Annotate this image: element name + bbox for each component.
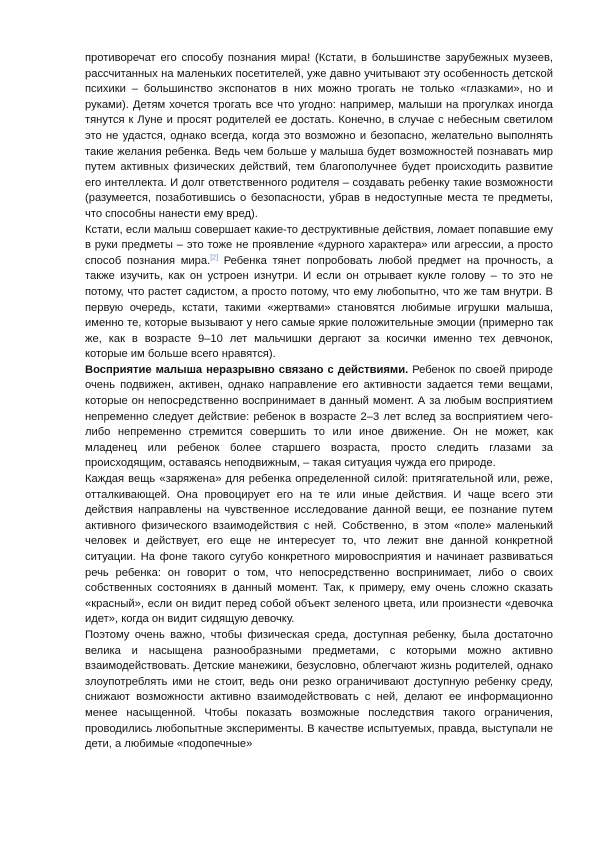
paragraph-3	[85, 363, 553, 472]
paragraph-2-text-b: Ребенка тянет попробовать любой предмет на прочность, а также изучить, как он устроен изнутри. И если он отрывает кукле голову – то это не потому, что растет садистом, а просто потому, что ему любопытно, что же там внутри. В первую очередь, кстати, такими «жертвами» становятся любимые игрушки малыша, именно те, которые вызывают у него самые яркие положительные эмоции (примерно так же, как в возрасте 9–10 лет мальчишки дергают за косички именно тех девчонок, которые им больше всего нравятся).	[85, 254, 553, 361]
footnote-link[interactable]: [2]	[210, 253, 219, 261]
document-page	[85, 51, 553, 753]
paragraph-5: Поэтому очень важно, чтобы физическая среда, доступная ребенку, была достаточно велика и насыщена разнообразными предметами, с которыми можно активно взаимодействовать. Детские манежики, безусловно, облегчают жизнь родителей, однако злоупотреблять ими не стоит, ведь они резко ограничивают доступную ребенку среду, снижают возможности активно взаимодействовать с ней, делают ее информационно менее насыщенной. Чтобы показать возможные последствия такого ограничения, проводились любопытные эксперименты. В качестве испытуемых, правда, выступали не дети, а любимые «подопечные»	[85, 628, 553, 751]
paragraph-3-bold-lead: Восприятие малыша неразрывно связано с действиями.	[85, 363, 409, 376]
paragraph-1: противоречат его способу познания мира! (Кстати, в большинстве зарубежных музеев, рассчитанных на маленьких посетителей, уже давно учитывают эту особенность детской психики – большинство экспонатов в них можно трогать не только «глазками», но и руками). Детям хочется трогать все что угодно: например, малыши на прогулках иногда тянутся к Луне и просят родителей ее достать. Конечно, в случае с небесным светилом это не удастся, однако всегда, когда это возможно и безопасно, желательно выполнять такие желания ребенка. Ведь чем больше у малыша будет возможностей познавать мир путем активных физических действий, тем благополучнее будет происходить развитие его интеллекта. И долг ответственного родителя – создавать ребенку такие возможности (разумеется, позаботившись о безопасности, убрав в недоступные места те предметы, что способны нанести ему вред).	[85, 52, 553, 220]
paragraph-2-text-a: Кстати, если малыш совершает какие-то деструктивные действия, ломает попавшие ему в руки предметы – это тоже не проявление «дурного характера» или агрессии, а просто способ познания мира.	[85, 223, 553, 267]
paragraph-2	[85, 223, 553, 363]
paragraph-3-text: Ребенок по своей природе очень подвижен, активен, однако направление его активности задается теми вещами, которые он непосредственно воспринимает в данный момент. А за любым восприятием непременно следует действие: ребенок в возрасте 2–3 лет вслед за восприятием чего-либо непременно стремится совершить то или иное движение. Он не может, как младенец или ребенок более старшего возраста, просто следить глазами за происходящим, оставаясь неподвижным, – такая ситуация чужда его природе.	[85, 363, 553, 470]
paragraph-4: Каждая вещь «заряжена» для ребенка определенной силой: притягательной или, реже, отталкивающей. Она провоцирует его на те или иные действия. И чаще всего эти действия направлены на чувственное исследование данной вещи, ее познание путем активного физического взаимодействия с ней. Собственно, в этом «поле» маленький человек и действует, его еще не интересует то, что лежит вне данной конкретной ситуации. На фоне такого сугубо конкретного мировосприятия и начинает развиваться речь ребенка: он говорит о том, что непосредственно воспринимает, либо о своих собственных состояниях в данный момент. Так, к примеру, ему очень сложно сказать «красный», если он видит перед собой объект зеленого цвета, или произнести «девочка идет», когда он видит сидящую девочку.	[85, 473, 553, 626]
